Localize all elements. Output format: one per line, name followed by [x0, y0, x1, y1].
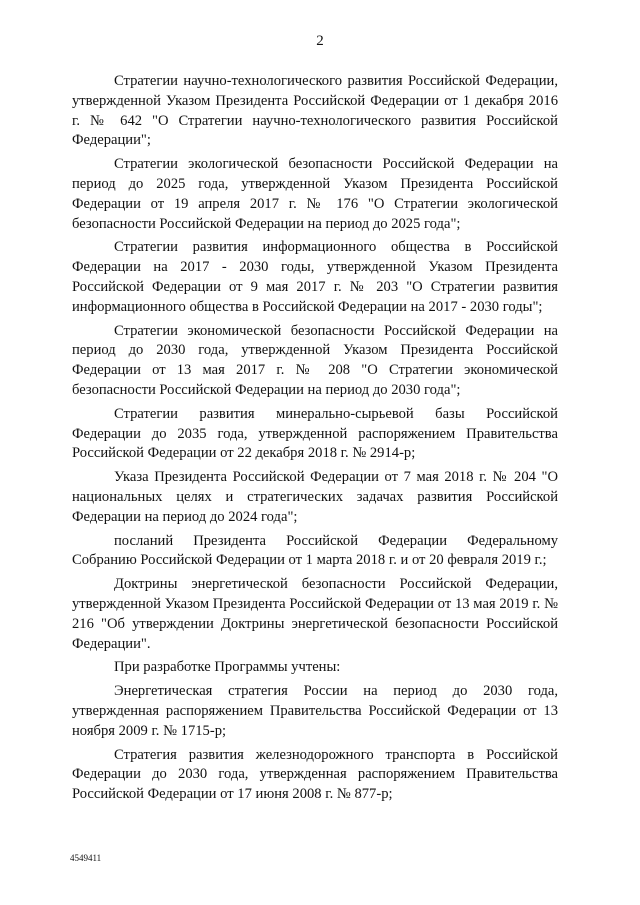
paragraph-ecology-strategy: Стратегии экологической безопасности Российской Федерации на период до 2025 года, утвержденной Указом Президента Российской Федерации от 19 апреля 2017 г. № 176 "О Стратегии экологической безопасности Российской Федерации на период до 2025 года";	[72, 156, 558, 232]
paragraph-railway-strategy: Стратегия развития железнодорожного транспорта в Российской Федерации до 2030 года, утвержденная распоряжением Правительства Российской Федерации от 17 июня 2008 г. № 877-р;	[72, 746, 558, 803]
footer-document-code: 4549411	[70, 853, 102, 863]
paragraph-national-goals-decree: Указа Президента Российской Федерации от 7 мая 2018 г. № 204 "О национальных целях и стратегических задачах развития Российской Федерации на период до 2024 года";	[72, 469, 558, 525]
paragraph-mineral-resources-strategy: Стратегии развития минерально-сырьевой базы Российской Федерации до 2035 года, утвержденной распоряжением Правительства Российской Федерации от 22 декабря 2018 г. № 2914-р;	[72, 405, 558, 462]
paragraph-considered-intro: При разработке Программы учтены:	[114, 659, 341, 676]
paragraph-science-strategy: Стратегии научно-технологического развития Российской Федерации, утвержденной Указом Президента Российской Федерации от 1 декабря 2016 г. № 642 "О Стратегии научно-технологического развития Российской Федерации";	[72, 73, 558, 149]
paragraph-energy-strategy: Энергетическая стратегия России на период до 2030 года, утвержденная распоряжением Правительства Российской Федерации от 13 ноября 2009 г. № 1715-р;	[72, 683, 558, 739]
paragraph-information-society-strategy: Стратегии развития информационного общества в Российской Федерации на 2017 - 2030 годы, утвержденной Указом Президента Российской Федерации от 9 мая 2017 г. № 203 "О Стратегии развития информационного общества в Российской Федерации на 2017 - 2030 годы";	[72, 239, 558, 315]
paragraph-economic-security-strategy: Стратегии экономической безопасности Российской Федерации на период до 2030 года, утвержденной Указом Президента Российской Федерации от 13 мая 2017 г. № 208 "О Стратегии экономической безопасности Российской Федерации на период до 2030 года";	[72, 322, 558, 398]
paragraph-energy-security-doctrine: Доктрины энергетической безопасности Российской Федерации, утвержденной Указом Президента Российской Федерации от 13 мая 2019 г. № 216 "Об утверждении Доктрины энергетической безопасности Российской Федерации".	[72, 576, 558, 652]
document-body	[72, 72, 558, 809]
paragraph-presidential-addresses: посланий Президента Российской Федерации Федеральному Собранию Российской Федерации от 1 марта 2018 г. и от 20 февраля 2019 г.;	[72, 532, 558, 569]
page-number: 2	[316, 33, 324, 49]
